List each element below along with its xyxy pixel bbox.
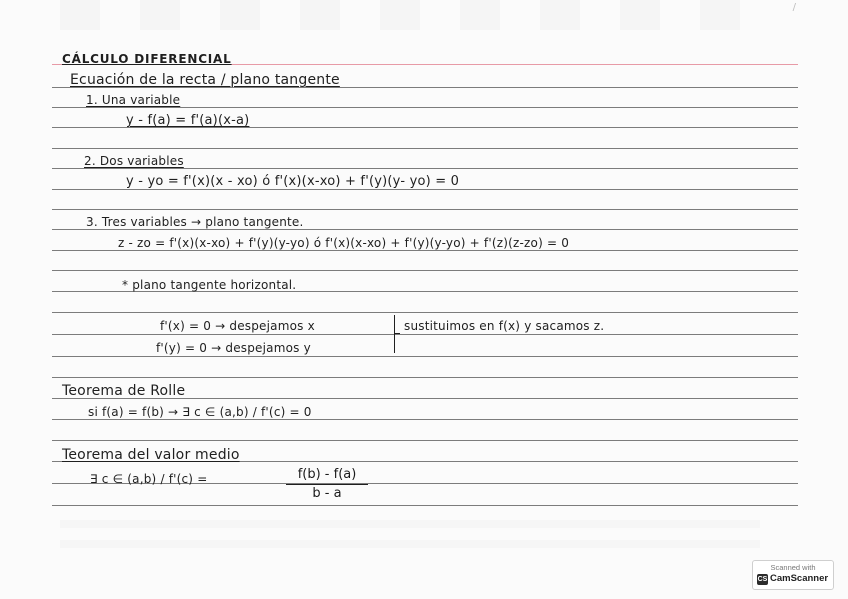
horizontal-plane-note: sustituimos en f(x) y sacamos z. (404, 319, 605, 333)
mean-value-fraction (282, 467, 372, 502)
ruled-line (52, 270, 798, 271)
fraction-bar (286, 484, 368, 485)
fraction-numerator: f(b) - f(a) (297, 467, 357, 482)
watermark-brand: CamScanner (770, 573, 829, 584)
bleed-through-texture (60, 0, 780, 30)
camscanner-watermark (752, 560, 834, 590)
ruled-line (52, 229, 798, 230)
formula-one-variable: y - f(a) = f'(a)(x-a) (126, 113, 250, 128)
bleed-through-texture (60, 520, 760, 528)
horizontal-plane-line-y: f'(y) = 0 → despejamos y (156, 341, 311, 355)
formula-two-variables: y - yo = f'(x)(x - xo) ó f'(x)(x-xo) + f'(y)(y- yo) = 0 (126, 174, 460, 189)
ruled-line (52, 440, 798, 441)
horizontal-plane-line-x: f'(x) = 0 → despejamos x (160, 319, 315, 333)
corner-mark: / (792, 2, 796, 13)
section-heading: Ecuación de la recta / plano tangente (70, 72, 340, 88)
ruled-line (52, 419, 798, 420)
item-label-three-variables: 3. Tres variables → plano tangente. (86, 215, 304, 229)
watermark-caption: Scanned with (770, 563, 816, 572)
ruled-line (52, 356, 798, 357)
rolle-heading: Teorema de Rolle (62, 383, 186, 399)
ruled-line (52, 168, 798, 169)
mean-value-heading: Teorema del valor medio (62, 447, 240, 463)
ruled-line (52, 148, 798, 149)
item-label-two-variables: 2. Dos variables (84, 154, 184, 168)
fraction-denominator: b - a (312, 486, 342, 501)
camscanner-logo-icon: CS (757, 576, 768, 583)
ruled-line (52, 107, 798, 108)
ruled-line (52, 334, 798, 335)
ruled-line (52, 312, 798, 313)
ruled-line (52, 377, 798, 378)
page-title: CÁLCULO DIFERENCIAL (62, 52, 232, 66)
bleed-through-texture (60, 540, 760, 548)
rolle-statement: si f(a) = f(b) → ∃ c ∈ (a,b) / f'(c) = 0 (88, 405, 312, 419)
item-label-one-variable: 1. Una variable (86, 93, 181, 107)
ruled-line (52, 250, 798, 251)
ruled-line (52, 189, 798, 190)
ruled-line (52, 209, 798, 210)
formula-three-variables: z - zo = f'(x)(x-xo) + f'(y)(y-yo) ó f'(x)(x-xo) + f'(y)(y-yo) + f'(z)(z-zo) = 0 (118, 236, 570, 250)
horizontal-plane-heading: * plano tangente horizontal. (122, 278, 297, 292)
curly-brace (386, 315, 395, 353)
mean-value-statement: ∃ c ∈ (a,b) / f'(c) = (90, 472, 208, 486)
ruled-line (52, 505, 798, 506)
